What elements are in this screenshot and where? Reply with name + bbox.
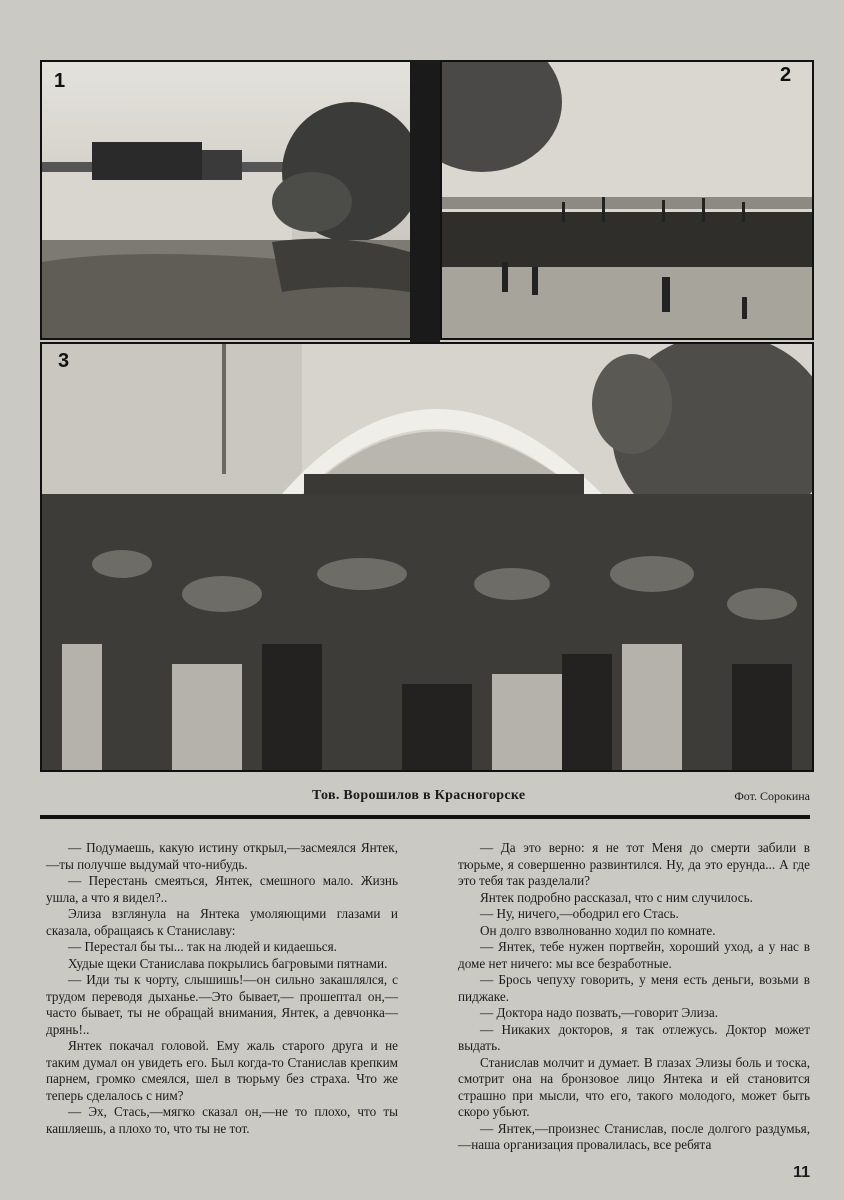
- paragraph: — Да это верно: я не тот Меня до смерти забили в тюрьме, я совершенно развинтился. Ну, да это ерунда... А где это тебя так разделали?: [458, 840, 810, 888]
- photo-number-2: 2: [780, 64, 792, 86]
- paragraph: — Ну, ничего,—ободрил его Стась.: [480, 906, 679, 921]
- photo-tribune: [40, 60, 412, 340]
- paragraph: — Янтек,—произнес Станислав, после долгого раздумья,—наша организация провалилась, все ребята: [458, 1120, 810, 1152]
- paragraph: — Брось чепуху говорить, у меня есть деньги, возьми в пиджаке.: [458, 972, 810, 1004]
- paragraph: Худые щеки Станислава покрылись багровыми пятнами.: [68, 955, 388, 971]
- photo-bandshell-crowd: [40, 342, 814, 772]
- paragraph: Элиза взглянула на Янтека умоляющими глазами и сказала, обращаясь к Станиславу:: [46, 906, 398, 938]
- photo-rally-field-image: [442, 62, 812, 338]
- photo-tribune-image: [42, 62, 410, 338]
- photo-divider: [410, 60, 440, 342]
- photo-number-3: 3: [58, 350, 70, 372]
- paragraph: — Перестал бы ты... так на людей и кидаешься.: [68, 939, 337, 954]
- paragraph: — Никаких докторов, я так отлежусь. Доктор может выдать.: [458, 1021, 810, 1053]
- paragraph: — Доктора надо позвать,—говорит Элиза.: [480, 1005, 719, 1020]
- paragraph: Янтек подробно рассказал, что с ним случилось.: [480, 889, 753, 905]
- paragraph: — Подумаешь, какую истину открыл,—засмеялся Янтек,—ты получше выдумай что-нибудь.: [46, 840, 398, 872]
- page-number: 11: [793, 1164, 810, 1181]
- paragraph: — Эх, Стась,—мягко сказал он,—не то плохо, что ты кашляешь, а плохо то, что ты не тот.: [46, 1104, 398, 1136]
- caption-title: Тов. Ворошилов в Красногорске: [312, 788, 526, 803]
- photo-number-1: 1: [54, 70, 66, 92]
- paragraph: Янтек покачал головой. Ему жаль старого друга и не таким думал он увидеть его. Был когда-то Станислав крепким парнем, громко смеялся, шел в тюрьму без страха. Что же теперь сделалось с ним?: [46, 1038, 398, 1103]
- photo-caption: [40, 786, 810, 810]
- text-column-left: [46, 840, 398, 1137]
- photo-credit: Фот. Сорокина: [734, 789, 810, 803]
- photo-rally-field: [440, 60, 814, 340]
- paragraph: — Перестань смеяться, Янтек, смешного мало. Жизнь ушла, а что я видел?..: [46, 873, 398, 905]
- photo-bandshell-crowd-image: [42, 344, 812, 770]
- paragraph: — Янтек, тебе нужен портвейн, хороший уход, а у нас в доме нет ничего: мы все безработные.: [458, 939, 810, 971]
- paragraph: Станислав молчит и думает. В глазах Элизы боль и тоска, смотрит она на бронзовое лицо Янтека и ей становится страшно при мысли, что его, такого молодого, может быть скоро убьют.: [458, 1054, 810, 1119]
- paragraph: Он долго взволнованно ходил по комнате.: [480, 922, 716, 938]
- paragraph: — Иди ты к чорту, слышишь!—он сильно закашлялся, с трудом переводя дыханье.—Это бывает,— прошептал он,—часто бывает, ты не обращай внимания, Янтек, а девчонка—дрянь!..: [46, 972, 398, 1037]
- section-rule: [40, 815, 810, 819]
- text-column-right: [458, 840, 810, 1154]
